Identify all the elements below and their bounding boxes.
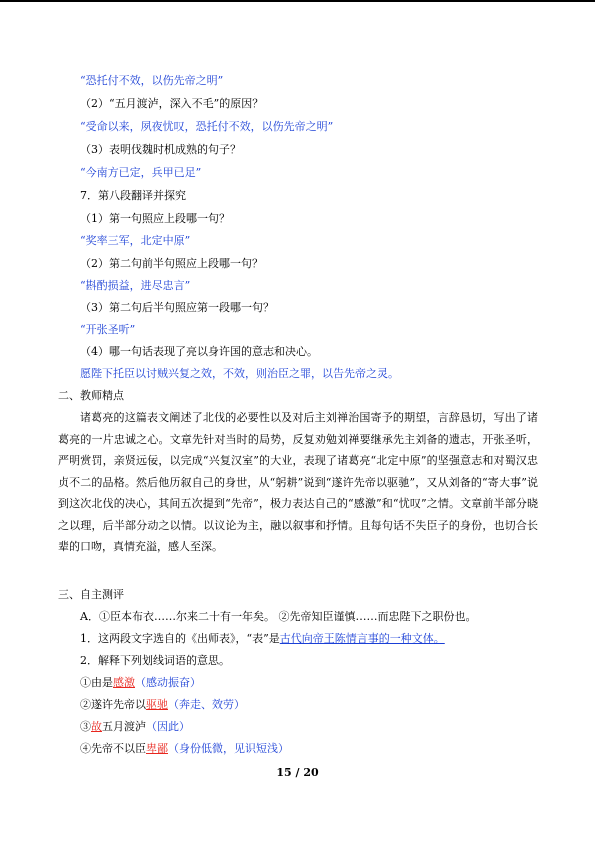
q7-question-4: （4）哪一句话表现了亮以身许国的意志和决心。 xyxy=(80,345,318,358)
section-2-paragraph: 诸葛亮的这篇表文阐述了北伐的必要性以及对后主刘禅治国寄予的期望，言辞恳切，写出了诸葛亮的一片忠诚之心。文章先针对当时的局势，反复劝勉刘禅要继承先主刘备的遗志，开张圣听，严明赏罚，亲贤远佞，以完成“兴复汉室”的大业，表现了诸葛亮“北定中原”的坚强意志和对蜀汉忠贞不二的品格。然后他历叙自己的身世，从“躬耕”说到“遂许先帝以驱驰”，又从刘备的“寄大事”说到这次北伐的决心，其间五次提到“先帝”，极力表达自己的“感激”和“忧叹”之情。文章前半部分晓之以理，后半部分动之以情。以议论为主，融以叙事和抒情。且每句话不失臣子的身份，也切合长辈的口吻，真情充溢，感人至深。 xyxy=(58,411,538,553)
word-3-answer: （因此） xyxy=(146,720,190,733)
q7-answer-3: “开张圣听” xyxy=(80,323,136,336)
word-4-prefix: ④先帝不以臣 xyxy=(80,742,146,755)
page-total: 20 xyxy=(303,766,319,779)
section-3-heading: 三、自主测评 xyxy=(58,588,124,601)
q7-question-1: （1）第一句照应上段哪一句？ xyxy=(80,212,230,225)
q7-answer-2: “斟酌损益，进尽忠言” xyxy=(80,279,191,292)
section-3-passage-a: A．①臣本布衣……尔来二十有一年矣。 ②先帝知臣谨慎……而忠陛下之职份也。 xyxy=(80,610,477,623)
question-2: 2．解释下列划线词语的意思。 xyxy=(80,654,230,667)
q7-question-3: （3）第二句后半句照应第一段哪一句？ xyxy=(80,301,274,314)
q7-question-2: （2）第二句前半句照应上段哪一句？ xyxy=(80,257,263,270)
word-2-prefix: ②遂许先帝以 xyxy=(80,698,146,711)
q6-answer-2: “受命以来，夙夜忧叹，恐托付不效，以伤先帝之明” xyxy=(80,120,334,133)
q6-answer-1: “恐托付不效，以伤先帝之明” xyxy=(80,74,224,87)
word-3-prefix: ③ xyxy=(80,720,91,733)
question-1-text: 1．这两段文字选自的《出师表》，“表”是 xyxy=(80,632,280,645)
word-1-answer: （感动振奋） xyxy=(135,676,201,689)
word-4-term: 卑鄙 xyxy=(146,742,168,755)
word-1-term: 感激 xyxy=(113,676,135,689)
word-3-context: 五月渡泸 xyxy=(102,720,146,733)
word-item-3 xyxy=(80,719,190,735)
word-1-prefix: ①由是 xyxy=(80,676,113,689)
page-separator: / xyxy=(291,766,304,779)
page-current: 15 xyxy=(276,766,292,779)
word-item-4 xyxy=(80,741,289,757)
word-item-2 xyxy=(80,697,245,713)
word-2-answer: （奔走、效劳） xyxy=(168,698,245,711)
question-1-answer: 古代向帝王陈情言事的一种文体。 xyxy=(279,632,445,645)
q7-answer-4: 愿陛下托臣以讨贼兴复之效，不效，则治臣之罪，以告先帝之灵。 xyxy=(80,367,399,380)
section-2-heading: 二、教师精点 xyxy=(58,389,124,402)
q6-question-2: （2）“五月渡泸，深入不毛”的原因？ xyxy=(80,97,264,110)
word-3-term: 故 xyxy=(91,720,102,733)
question-1 xyxy=(80,631,445,647)
word-item-1 xyxy=(80,675,201,691)
q7-answer-1: “奖率三军，北定中原” xyxy=(80,234,191,247)
word-2-term: 驱驰 xyxy=(146,698,168,711)
page-number xyxy=(0,766,595,779)
page-top-border xyxy=(0,0,595,2)
q6-answer-3: “今南方已定，兵甲已足” xyxy=(80,166,202,179)
q7-title: 7．第八段翻译并探究 xyxy=(80,189,186,202)
q6-question-3: （3）表明伐魏时机成熟的句子？ xyxy=(80,143,241,156)
word-4-answer: （身份低微，见识短浅） xyxy=(168,742,289,755)
